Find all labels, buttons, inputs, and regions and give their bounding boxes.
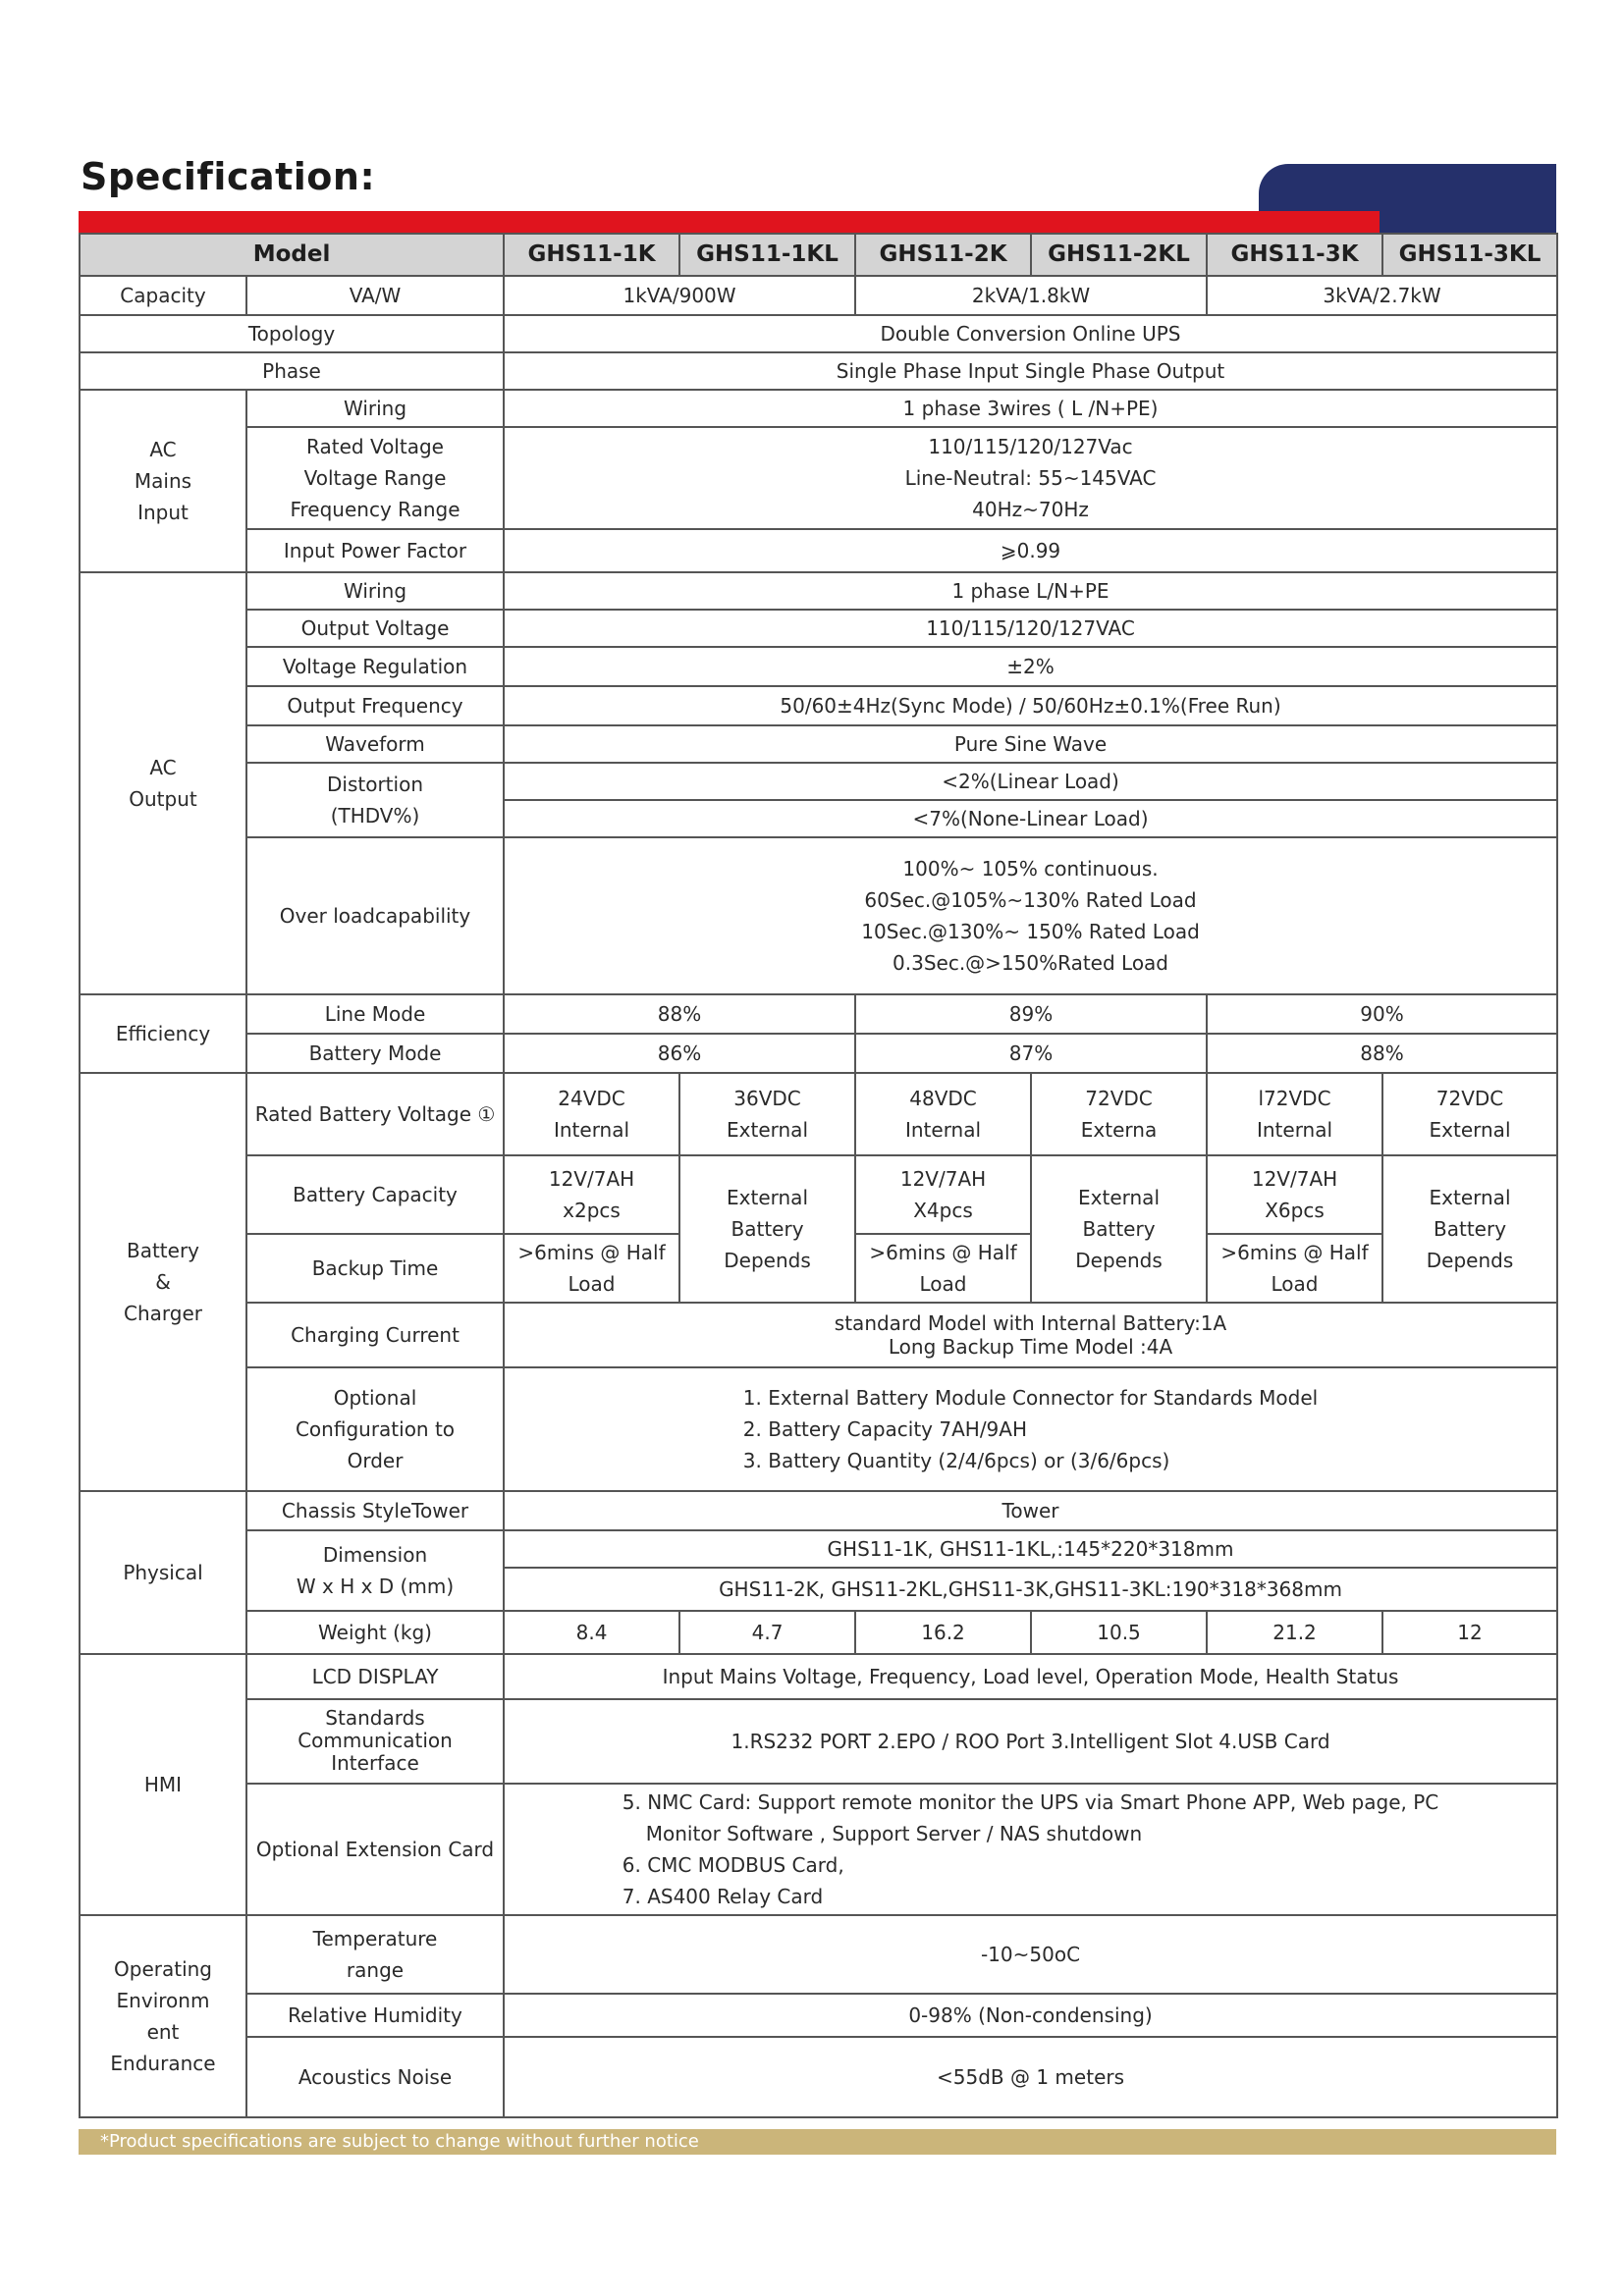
table-row — [80, 647, 1557, 686]
rated-battery-1kl: 36VDC External — [679, 1073, 855, 1155]
rated-voltage-value: 110/115/120/127Vac Line-Neutral: 55~145VAC 40Hz~70Hz — [504, 427, 1557, 529]
optional-config-label: Optional Configuration to Order — [246, 1367, 504, 1491]
waveform-value: Pure Sine Wave — [504, 725, 1557, 763]
noise-label: Acoustics Noise — [246, 2037, 504, 2117]
capacity-3k: 3kVA/2.7kW — [1207, 276, 1557, 315]
table-row — [80, 610, 1557, 647]
model-3k: GHS11-3K — [1207, 234, 1382, 276]
line-mode-3k: 90% — [1207, 994, 1557, 1034]
noise-value: <55dB @ 1 meters — [504, 2037, 1557, 2117]
backup-time-1k: >6mins @ Half Load — [504, 1234, 679, 1303]
weight-1k: 8.4 — [504, 1611, 679, 1654]
table-row — [80, 2037, 1557, 2117]
line-mode-1k: 88% — [504, 994, 855, 1034]
output-voltage-label: Output Voltage — [246, 610, 504, 647]
frequency-label: Output Frequency — [246, 686, 504, 725]
rated-battery-3k: l72VDC Internal — [1207, 1073, 1382, 1155]
overload-value: 100%~ 105% continuous. 60Sec.@105%~130% Rated Load 10Sec.@130%~ 150% Rated Load 0.3Sec.@>150%Rated Load — [504, 837, 1557, 994]
weight-2kl: 10.5 — [1031, 1611, 1207, 1654]
efficiency-category: Efficiency — [80, 994, 246, 1073]
external-battery-3kl: External Battery Depends — [1382, 1155, 1557, 1303]
dimension-label: Dimension W x H x D (mm) — [246, 1530, 504, 1611]
line-mode-2k: 89% — [855, 994, 1207, 1034]
topology-value: Double Conversion Online UPS — [504, 315, 1557, 352]
model-1kl: GHS11-1KL — [679, 234, 855, 276]
capacity-label: VA/W — [246, 276, 504, 315]
weight-label: Weight (kg) — [246, 1611, 504, 1654]
table-row — [80, 725, 1557, 763]
table-row — [80, 1699, 1557, 1784]
capacity-category: Capacity — [80, 276, 246, 315]
ext-card-label: Optional Extension Card — [246, 1784, 504, 1915]
table-row — [80, 352, 1557, 390]
table-row — [80, 390, 1557, 427]
humidity-label: Relative Humidity — [246, 1994, 504, 2037]
model-1k: GHS11-1K — [504, 234, 679, 276]
ac-output-category: AC Output — [80, 572, 246, 994]
table-row — [80, 1367, 1557, 1491]
backup-time-label: Backup Time — [246, 1234, 504, 1303]
chassis-label: Chassis StyleTower — [246, 1491, 504, 1530]
power-factor-label: Input Power Factor — [246, 529, 504, 572]
external-battery-2kl: External Battery Depends — [1031, 1155, 1207, 1303]
table-row — [80, 1915, 1557, 1994]
battery-mode-3k: 88% — [1207, 1034, 1557, 1073]
humidity-value: 0-98% (Non-condensing) — [504, 1994, 1557, 2037]
table-row — [80, 837, 1557, 994]
weight-3kl: 12 — [1382, 1611, 1557, 1654]
table-row — [80, 1491, 1557, 1530]
comm-value: 1.RS232 PORT 2.EPO / ROO Port 3.Intelligent Slot 4.USB Card — [504, 1699, 1557, 1784]
backup-time-2k: >6mins @ Half Load — [855, 1234, 1031, 1303]
environment-category: Operating Environm ent Endurance — [80, 1915, 246, 2117]
overload-label: Over loadcapability — [246, 837, 504, 994]
distortion-linear: <2%(Linear Load) — [504, 763, 1557, 800]
rated-battery-2k: 48VDC Internal — [855, 1073, 1031, 1155]
table-row — [80, 1994, 1557, 2037]
distortion-nonlinear: <7%(None-Linear Load) — [504, 800, 1557, 837]
model-2k: GHS11-2K — [855, 234, 1031, 276]
regulation-label: Voltage Regulation — [246, 647, 504, 686]
frequency-value: 50/60±4Hz(Sync Mode) / 50/60Hz±0.1%(Free Run) — [504, 686, 1557, 725]
battery-capacity-3k: 12V/7AH X6pcs — [1207, 1155, 1382, 1234]
input-wiring-label: Wiring — [246, 390, 504, 427]
battery-mode-2k: 87% — [855, 1034, 1207, 1073]
rated-battery-voltage-label: Rated Battery Voltage ① — [246, 1073, 504, 1155]
header-bar — [79, 211, 1380, 233]
table-row — [80, 994, 1557, 1034]
rated-battery-2kl: 72VDC Externa — [1031, 1073, 1207, 1155]
table-row — [80, 427, 1557, 529]
ext-card-value: 5. NMC Card: Support remote monitor the UPS via Smart Phone APP, Web page, PC Monitor Software , Support Server / NAS shutdown 6. CMC MODBUS Card, 7. AS400 Relay Card — [504, 1784, 1557, 1915]
ac-input-category: AC Mains Input — [80, 390, 246, 572]
weight-3k: 21.2 — [1207, 1611, 1382, 1654]
table-row — [80, 315, 1557, 352]
waveform-label: Waveform — [246, 725, 504, 763]
physical-category: Physical — [80, 1491, 246, 1654]
table-header-row — [80, 234, 1557, 276]
input-wiring-value: 1 phase 3wires ( L /N+PE) — [504, 390, 1557, 427]
temperature-label: Temperature range — [246, 1915, 504, 1994]
battery-category: Battery & Charger — [80, 1073, 246, 1491]
table-row — [80, 686, 1557, 725]
table-row — [80, 1530, 1557, 1568]
distortion-label: Distortion (THDV%) — [246, 763, 504, 837]
charging-current-value: standard Model with Internal Battery:1A Long Backup Time Model :4A — [504, 1303, 1557, 1367]
phase-value: Single Phase Input Single Phase Output — [504, 352, 1557, 390]
output-voltage-value: 110/115/120/127VAC — [504, 610, 1557, 647]
battery-mode-1k: 86% — [504, 1034, 855, 1073]
line-mode-label: Line Mode — [246, 994, 504, 1034]
weight-2k: 16.2 — [855, 1611, 1031, 1654]
table-row — [80, 1073, 1557, 1155]
table-row — [80, 1611, 1557, 1654]
output-wiring-label: Wiring — [246, 572, 504, 610]
model-header: Model — [80, 234, 504, 276]
temperature-value: -10~50oC — [504, 1915, 1557, 1994]
optional-config-value: 1. External Battery Module Connector for Standards Model 2. Battery Capacity 7AH/9AH 3. Battery Quantity (2/4/6pcs) or (3/6/6pcs) — [504, 1367, 1557, 1491]
battery-capacity-1k: 12V/7AH x2pcs — [504, 1155, 679, 1234]
table-row — [80, 529, 1557, 572]
table-row — [80, 276, 1557, 315]
dimension-2k-3k: GHS11-2K, GHS11-2KL,GHS11-3K,GHS11-3KL:190*318*368mm — [504, 1568, 1557, 1611]
lcd-value: Input Mains Voltage, Frequency, Load level, Operation Mode, Health Status — [504, 1654, 1557, 1699]
phase-label: Phase — [80, 352, 504, 390]
comm-label: Standards Communication Interface — [246, 1699, 504, 1784]
spec-table — [79, 233, 1558, 2118]
model-2kl: GHS11-2KL — [1031, 234, 1207, 276]
lcd-label: LCD DISPLAY — [246, 1654, 504, 1699]
table-row — [80, 1155, 1557, 1234]
footer-note: *Product specifications are subject to change without further notice — [100, 2131, 699, 2152]
capacity-1k: 1kVA/900W — [504, 276, 855, 315]
hmi-category: HMI — [80, 1654, 246, 1915]
battery-capacity-label: Battery Capacity — [246, 1155, 504, 1234]
rated-battery-1k: 24VDC Internal — [504, 1073, 679, 1155]
battery-capacity-2k: 12V/7AH X4pcs — [855, 1155, 1031, 1234]
table-row — [80, 1784, 1557, 1915]
regulation-value: ±2% — [504, 647, 1557, 686]
table-row — [80, 572, 1557, 610]
table-row — [80, 1034, 1557, 1073]
chassis-value: Tower — [504, 1491, 1557, 1530]
external-battery-1kl: External Battery Depends — [679, 1155, 855, 1303]
power-factor-value: ⩾0.99 — [504, 529, 1557, 572]
model-3kl: GHS11-3KL — [1382, 234, 1557, 276]
battery-mode-label: Battery Mode — [246, 1034, 504, 1073]
backup-time-3k: >6mins @ Half Load — [1207, 1234, 1382, 1303]
footer-note-bar — [79, 2129, 1556, 2155]
page-title: Specification: — [81, 155, 376, 198]
rated-battery-3kl: 72VDC External — [1382, 1073, 1557, 1155]
topology-label: Topology — [80, 315, 504, 352]
table-row — [80, 1303, 1557, 1367]
output-wiring-value: 1 phase L/N+PE — [504, 572, 1557, 610]
table-row — [80, 763, 1557, 800]
table-row — [80, 1654, 1557, 1699]
charging-current-label: Charging Current — [246, 1303, 504, 1367]
rated-voltage-label: Rated Voltage Voltage Range Frequency Range — [246, 427, 504, 529]
capacity-2k: 2kVA/1.8kW — [855, 276, 1207, 315]
dimension-1k: GHS11-1K, GHS11-1KL,:145*220*318mm — [504, 1530, 1557, 1568]
weight-1kl: 4.7 — [679, 1611, 855, 1654]
